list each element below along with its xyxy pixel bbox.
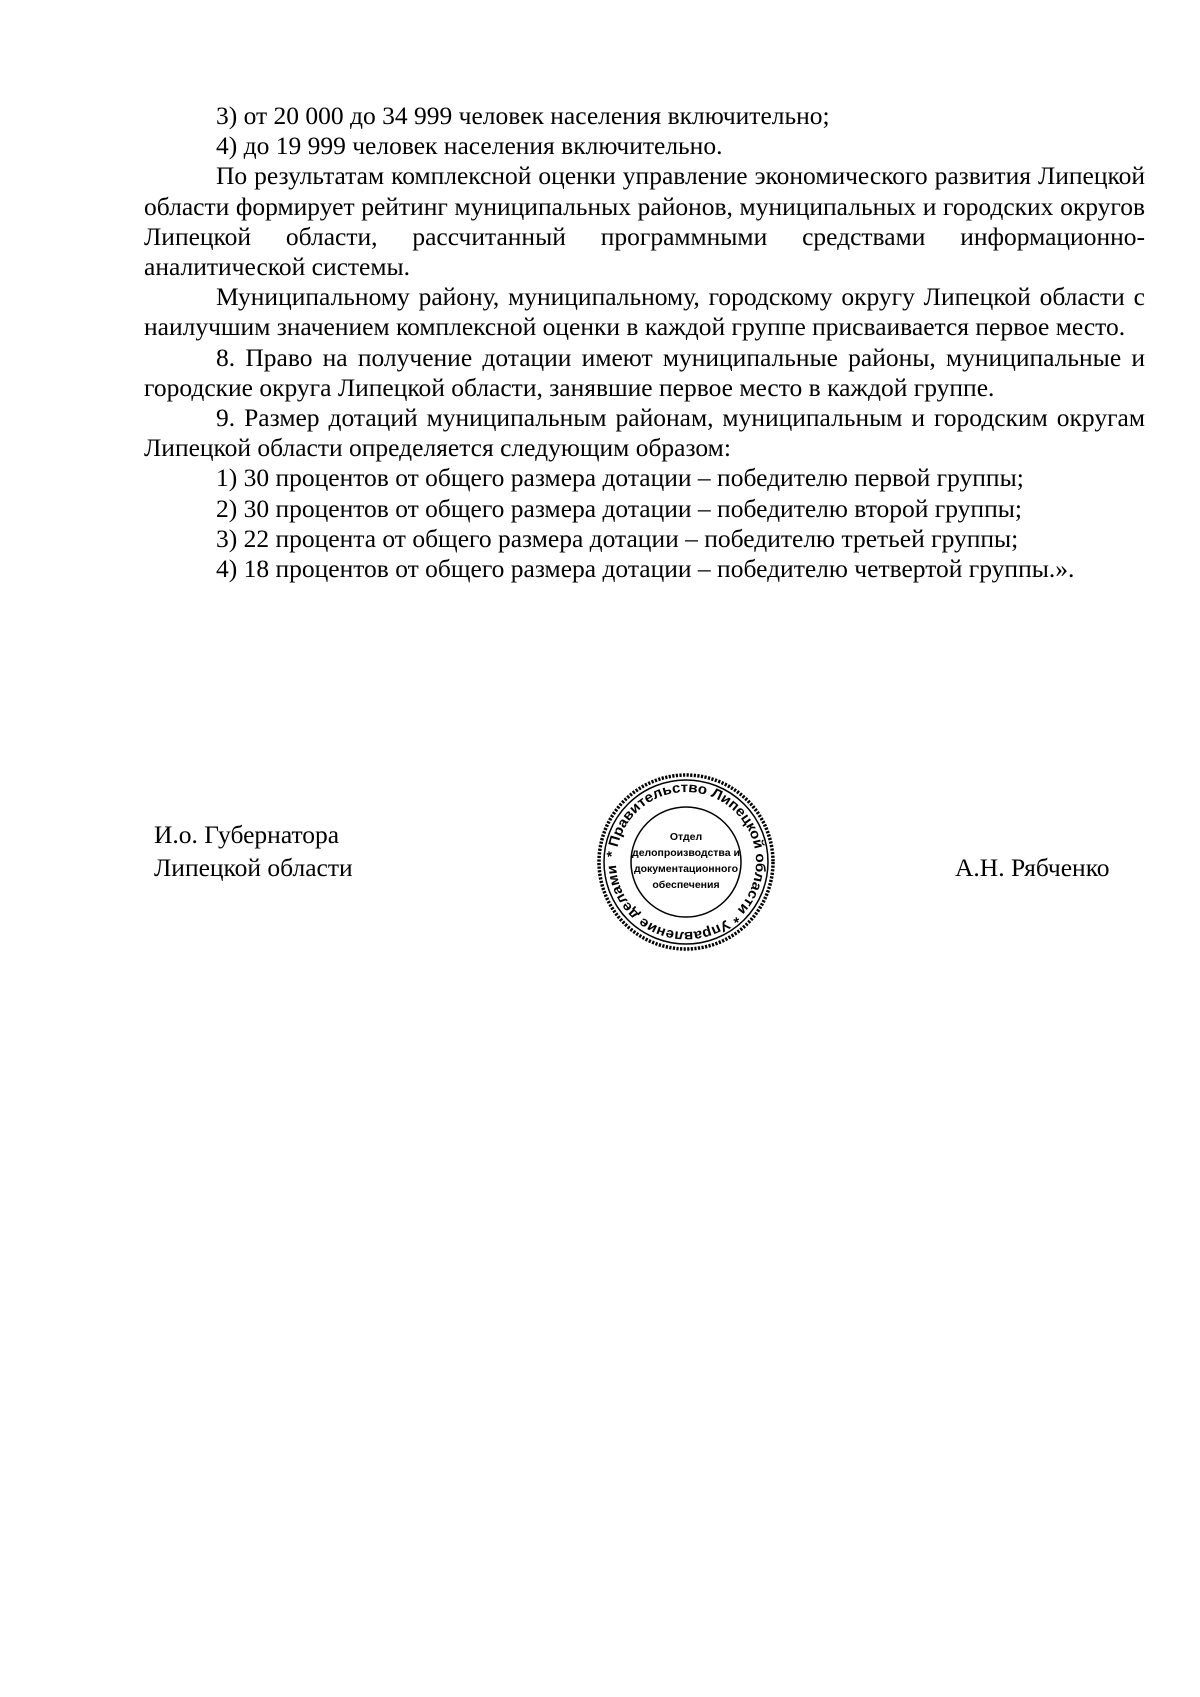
paragraph-first-place: Муниципальному району, муниципальному, городскому округу Липецкой области с наилучшим значением комплексной оценки в каждой группе присваивается первое место. bbox=[144, 282, 1145, 342]
signatory-position bbox=[154, 818, 353, 884]
list-item-share-1: 1) 30 процентов от общего размера дотации – победителю первой группы; bbox=[216, 463, 1024, 493]
list-item-share-3: 3) 22 процента от общего размера дотации – победителю третьей группы; bbox=[216, 523, 1019, 553]
signatory-position-line1: И.о. Губернатора bbox=[154, 820, 340, 849]
seal-outer-text: * Правительство Липецкой области * Управление делами bbox=[603, 778, 770, 946]
signatory-name: А.Н. Рябченко bbox=[955, 853, 1110, 882]
list-item-group-4: 4) до 19 999 человек населения включительно. bbox=[216, 131, 723, 161]
seal-center-line1: Отдел bbox=[669, 831, 703, 843]
paragraph-clause-8: 8. Право на получение дотации имеют муниципальные районы, муниципальные и городские округа Липецкой области, занявшие первое место в каждой группе. bbox=[144, 342, 1145, 402]
signatory-position-line2: Липецкой области bbox=[154, 853, 353, 882]
list-item-share-2: 2) 30 процентов от общего размера дотации – победителю второй группы; bbox=[216, 493, 1022, 523]
seal-center-line4: обеспечения bbox=[652, 879, 720, 891]
seal-center-line3: документационного bbox=[633, 863, 739, 875]
paragraph-clause-9: 9. Размер дотаций муниципальным районам, муниципальным и городским округам Липецкой области определяется следующим образом: bbox=[144, 403, 1145, 463]
official-seal bbox=[596, 772, 776, 952]
list-item-group-3: 3) от 20 000 до 34 999 человек населения включительно; bbox=[216, 101, 830, 130]
seal-center-line2: делопроизводства и bbox=[632, 847, 740, 859]
document-body bbox=[144, 101, 1145, 584]
list-item-share-4: 4) 18 процентов от общего размера дотации – победителю четвертой группы.». bbox=[216, 554, 1075, 584]
paragraph-rating: По результатам комплексной оценки управление экономического развития Липецкой области формирует рейтинг муниципальных районов, муниципальных и городских округов Липецкой области, рассчитанный программными средствами информационно-аналитической системы. bbox=[144, 161, 1145, 282]
